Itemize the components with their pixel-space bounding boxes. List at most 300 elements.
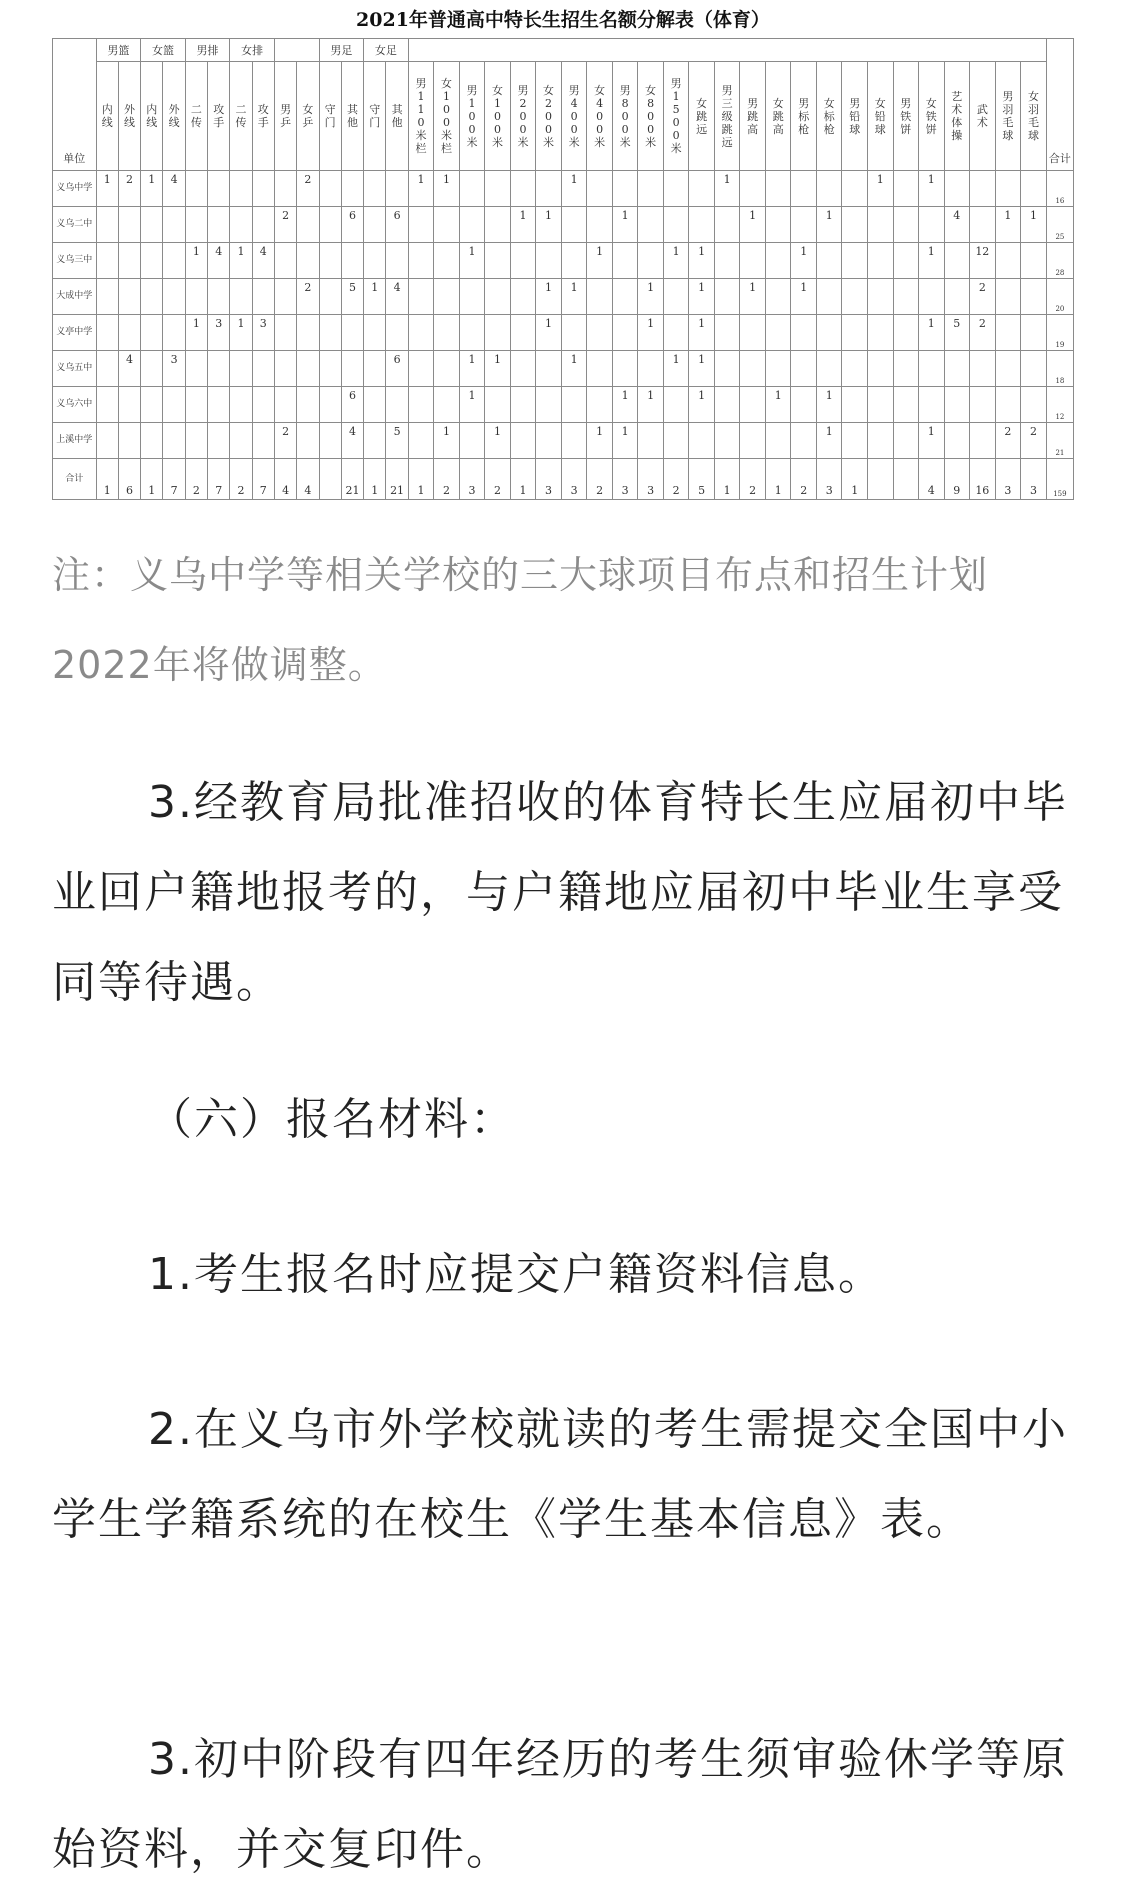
- quota-cell: [587, 351, 613, 387]
- row-total: 28: [1046, 243, 1073, 279]
- paragraph-student-info-form: 2.在义乌市外学校就读的考生需提交全国中小学生学籍系统的在校生《学生基本信息》表。: [52, 1404, 1068, 1545]
- quota-cell: [995, 279, 1021, 315]
- quota-cell: 1: [919, 243, 945, 279]
- quota-cell: [638, 207, 664, 243]
- quota-cell: [868, 315, 894, 351]
- column-header: 女100米: [485, 62, 511, 171]
- school-name: 大成中学: [53, 279, 97, 315]
- quota-cell: 2: [970, 315, 996, 351]
- school-name: 义乌六中: [53, 387, 97, 423]
- quota-cell: [96, 279, 118, 315]
- quota-cell: 1: [185, 315, 207, 351]
- quota-cell: [163, 387, 185, 423]
- column-header: 男110米栏: [408, 62, 434, 171]
- quota-cell: [141, 387, 163, 423]
- quota-cell: [740, 351, 766, 387]
- quota-cell: [341, 315, 363, 351]
- quota-cell: [561, 243, 587, 279]
- quota-cell: [252, 279, 274, 315]
- quota-cell: [510, 351, 536, 387]
- quota-cell: 1: [638, 315, 664, 351]
- row-total: 18: [1046, 351, 1073, 387]
- total-header: 合计: [1046, 39, 1073, 171]
- column-header: 艺术体操: [944, 62, 970, 171]
- column-header: 女铁饼: [919, 62, 945, 171]
- quota-cell: [297, 423, 319, 459]
- quota-cell: 2: [185, 459, 207, 500]
- quota-cell: [868, 423, 894, 459]
- group-header: 女足: [364, 39, 409, 62]
- quota-cell: [510, 171, 536, 207]
- quota-cell: [230, 207, 252, 243]
- quota-cell: [765, 207, 791, 243]
- column-header: 男乒: [274, 62, 296, 171]
- quota-cell: [485, 279, 511, 315]
- table-row: [53, 423, 1074, 459]
- quota-cell: [319, 315, 341, 351]
- quota-cell: 1: [689, 243, 715, 279]
- quota-cell: 1: [536, 315, 562, 351]
- quota-cell: [740, 423, 766, 459]
- quota-cell: [163, 243, 185, 279]
- quota-cell: [919, 387, 945, 423]
- table-note: 注：义乌中学等相关学校的三大球项目布点和招生计划2022年将做调整。: [52, 553, 989, 687]
- quota-cell: [459, 171, 485, 207]
- quota-cell: [252, 171, 274, 207]
- quota-cell: 2: [740, 459, 766, 500]
- quota-cell: 1: [919, 315, 945, 351]
- quota-cell: 2: [434, 459, 460, 500]
- group-header: 男排: [185, 39, 230, 62]
- quota-cell: [341, 243, 363, 279]
- column-header: 男100米: [459, 62, 485, 171]
- paragraph-household-info: 1.考生报名时应提交户籍资料信息。: [148, 1249, 884, 1300]
- quota-cell: [842, 207, 868, 243]
- quota-cell: [319, 423, 341, 459]
- quota-cell: [230, 351, 252, 387]
- column-header: 男1500米: [663, 62, 689, 171]
- quota-cell: 1: [364, 279, 386, 315]
- quota-cell: [587, 315, 613, 351]
- column-header: 女铅球: [868, 62, 894, 171]
- quota-cell: [995, 351, 1021, 387]
- quota-cell: [995, 243, 1021, 279]
- quota-cell: [536, 171, 562, 207]
- quota-cell: 21: [341, 459, 363, 500]
- quota-cell: 2: [663, 459, 689, 500]
- quota-cell: [96, 207, 118, 243]
- quota-cell: [714, 351, 740, 387]
- column-header: 男羽毛球: [995, 62, 1021, 171]
- quota-cell: [561, 315, 587, 351]
- quota-cell: [118, 315, 140, 351]
- quota-cell: [638, 243, 664, 279]
- quota-cell: 3: [561, 459, 587, 500]
- quota-cell: [297, 315, 319, 351]
- quota-cell: [765, 279, 791, 315]
- quota-cell: [485, 207, 511, 243]
- quota-cell: 1: [868, 171, 894, 207]
- quota-cell: [96, 243, 118, 279]
- quota-cell: [297, 387, 319, 423]
- quota-cell: 3: [252, 315, 274, 351]
- row-total: 20: [1046, 279, 1073, 315]
- quota-cell: [612, 351, 638, 387]
- quota-cell: 1: [510, 207, 536, 243]
- quota-cell: [893, 351, 919, 387]
- quota-cell: 1: [919, 171, 945, 207]
- quota-cell: 2: [970, 279, 996, 315]
- quota-cell: [791, 171, 817, 207]
- school-name: 上溪中学: [53, 423, 97, 459]
- quota-cell: 1: [612, 387, 638, 423]
- quota-cell: [536, 351, 562, 387]
- quota-cell: [970, 207, 996, 243]
- quota-cell: 1: [434, 171, 460, 207]
- quota-cell: [842, 351, 868, 387]
- quota-cell: [510, 315, 536, 351]
- quota-cell: [970, 387, 996, 423]
- quota-cell: [163, 279, 185, 315]
- column-header: 女800米: [638, 62, 664, 171]
- quota-cell: [1021, 351, 1047, 387]
- quota-cell: [816, 351, 842, 387]
- quota-cell: 1: [141, 171, 163, 207]
- quota-cell: 1: [765, 459, 791, 500]
- quota-cell: [765, 423, 791, 459]
- column-header: 女乒: [297, 62, 319, 171]
- quota-cell: [230, 423, 252, 459]
- school-name: 义乌三中: [53, 243, 97, 279]
- quota-cell: [319, 351, 341, 387]
- quota-cell: [714, 315, 740, 351]
- column-header: 男跳高: [740, 62, 766, 171]
- quota-cell: 4: [341, 423, 363, 459]
- quota-cell: [208, 387, 230, 423]
- quota-cell: 1: [995, 207, 1021, 243]
- quota-cell: 2: [118, 171, 140, 207]
- quota-cell: [970, 423, 996, 459]
- quota-cell: [893, 171, 919, 207]
- quota-cell: 2: [274, 423, 296, 459]
- paragraph-suspension-records: 3.初中阶段有四年经历的考生须审验休学等原始资料，并交复印件。: [52, 1734, 1068, 1875]
- quota-cell: [319, 387, 341, 423]
- quota-cell: [510, 423, 536, 459]
- quota-cell: [919, 351, 945, 387]
- quota-cell: [341, 171, 363, 207]
- column-header: 男铅球: [842, 62, 868, 171]
- quota-cell: 4: [163, 171, 185, 207]
- quota-cell: 3: [612, 459, 638, 500]
- quota-cell: [919, 279, 945, 315]
- quota-cell: [561, 387, 587, 423]
- quota-cell: [319, 243, 341, 279]
- quota-cell: 6: [341, 387, 363, 423]
- group-header: [408, 39, 1046, 62]
- quota-cell: 1: [459, 351, 485, 387]
- quota-cell: [1021, 171, 1047, 207]
- quota-cell: 2: [791, 459, 817, 500]
- quota-cell: [208, 423, 230, 459]
- quota-cell: 21: [386, 459, 408, 500]
- quota-cell: [714, 423, 740, 459]
- quota-cell: [341, 351, 363, 387]
- quota-cell: [434, 279, 460, 315]
- quota-cell: 2: [1021, 423, 1047, 459]
- quota-cell: [612, 243, 638, 279]
- quota-cell: [714, 279, 740, 315]
- quota-cell: 6: [386, 207, 408, 243]
- quota-cell: 1: [714, 459, 740, 500]
- quota-cell: 1: [689, 279, 715, 315]
- quota-cell: [919, 207, 945, 243]
- quota-cell: [96, 387, 118, 423]
- quota-cell: [319, 279, 341, 315]
- quota-cell: [1021, 243, 1047, 279]
- column-header: 内线: [96, 62, 118, 171]
- quota-cell: [944, 279, 970, 315]
- table-row: [53, 171, 1074, 207]
- quota-cell: 16: [970, 459, 996, 500]
- quota-cell: [141, 423, 163, 459]
- quota-cell: [364, 243, 386, 279]
- quota-cell: 1: [536, 207, 562, 243]
- quota-cell: [893, 315, 919, 351]
- quota-cell: [638, 423, 664, 459]
- quota-cell: [297, 351, 319, 387]
- quota-cell: [364, 207, 386, 243]
- quota-cell: 1: [816, 387, 842, 423]
- column-header: 女跳远: [689, 62, 715, 171]
- quota-cell: 1: [612, 207, 638, 243]
- quota-cell: [536, 423, 562, 459]
- quota-cell: [663, 171, 689, 207]
- quota-cell: [663, 423, 689, 459]
- column-header: 守门: [364, 62, 386, 171]
- quota-cell: [459, 315, 485, 351]
- quota-cell: [893, 279, 919, 315]
- quota-cell: [485, 387, 511, 423]
- quota-cell: [740, 243, 766, 279]
- quota-cell: 1: [816, 423, 842, 459]
- row-total: 21: [1046, 423, 1073, 459]
- quota-cell: 1: [740, 279, 766, 315]
- quota-cell: 2: [297, 171, 319, 207]
- column-header: 男标枪: [791, 62, 817, 171]
- school-name: 义乌二中: [53, 207, 97, 243]
- quota-cell: 1: [141, 459, 163, 500]
- quota-cell: [944, 243, 970, 279]
- quota-cell: 2: [274, 207, 296, 243]
- quota-cell: 2: [230, 459, 252, 500]
- column-header: 男三级跳远: [714, 62, 740, 171]
- quota-cell: 3: [638, 459, 664, 500]
- quota-cell: [118, 387, 140, 423]
- quota-cell: [612, 279, 638, 315]
- quota-cell: [893, 459, 919, 500]
- quota-cell: [434, 207, 460, 243]
- column-header: 男铁饼: [893, 62, 919, 171]
- section-heading-materials: （六）报名材料：: [148, 1094, 516, 1145]
- quota-cell: [274, 279, 296, 315]
- quota-cell: 1: [510, 459, 536, 500]
- quota-cell: [274, 243, 296, 279]
- quota-cell: [842, 171, 868, 207]
- quota-cell: [185, 207, 207, 243]
- quota-cell: 1: [919, 423, 945, 459]
- quota-cell: 1: [364, 459, 386, 500]
- column-header: 女羽毛球: [1021, 62, 1047, 171]
- column-header: 女400米: [587, 62, 613, 171]
- quota-cell: [970, 351, 996, 387]
- group-header: 女排: [230, 39, 275, 62]
- quota-cell: [364, 423, 386, 459]
- quota-cell: [408, 423, 434, 459]
- quota-cell: [868, 387, 894, 423]
- quota-cell: [842, 279, 868, 315]
- column-header: 武术: [970, 62, 996, 171]
- group-header: 男篮: [96, 39, 141, 62]
- quota-cell: 5: [944, 315, 970, 351]
- column-header: 女标枪: [816, 62, 842, 171]
- quota-cell: 7: [208, 459, 230, 500]
- quota-cell: 1: [587, 423, 613, 459]
- column-header: 男400米: [561, 62, 587, 171]
- quota-cell: 5: [341, 279, 363, 315]
- quota-cell: [816, 315, 842, 351]
- quota-cell: [791, 423, 817, 459]
- column-header: 女跳高: [765, 62, 791, 171]
- quota-cell: 1: [638, 387, 664, 423]
- quota-cell: [408, 243, 434, 279]
- quota-cell: [842, 243, 868, 279]
- quota-cell: [816, 171, 842, 207]
- group-header: [274, 39, 319, 62]
- school-name: 义亭中学: [53, 315, 97, 351]
- quota-cell: 3: [1021, 459, 1047, 500]
- quota-cell: [230, 279, 252, 315]
- quota-cell: 4: [252, 243, 274, 279]
- quota-cell: 1: [459, 243, 485, 279]
- quota-cell: [408, 279, 434, 315]
- quota-cell: [163, 423, 185, 459]
- quota-cell: [141, 279, 163, 315]
- column-header: 其他: [341, 62, 363, 171]
- quota-cell: 4: [944, 207, 970, 243]
- quota-cell: 4: [386, 279, 408, 315]
- quota-cell: [274, 351, 296, 387]
- quota-cell: [816, 279, 842, 315]
- table-group-header-row: [53, 39, 1074, 62]
- quota-cell: 1: [791, 243, 817, 279]
- quota-cell: 1: [459, 387, 485, 423]
- column-header: 攻手: [252, 62, 274, 171]
- quota-cell: 6: [118, 459, 140, 500]
- quota-cell: 3: [536, 459, 562, 500]
- quota-cell: 3: [163, 351, 185, 387]
- quota-cell: [185, 351, 207, 387]
- quota-cell: 1: [714, 171, 740, 207]
- row-total: 159: [1046, 459, 1073, 500]
- quota-cell: [386, 387, 408, 423]
- quota-cell: [386, 243, 408, 279]
- quota-cell: [297, 243, 319, 279]
- group-header: 女篮: [141, 39, 186, 62]
- quota-cell: 1: [638, 279, 664, 315]
- quota-cell: [740, 387, 766, 423]
- quota-cell: [1021, 279, 1047, 315]
- quota-cell: 3: [816, 459, 842, 500]
- quota-cell: [868, 243, 894, 279]
- quota-cell: [791, 351, 817, 387]
- quota-cell: 1: [1021, 207, 1047, 243]
- quota-cell: [185, 171, 207, 207]
- quota-cell: 1: [740, 207, 766, 243]
- quota-cell: [408, 207, 434, 243]
- quota-cell: [893, 207, 919, 243]
- quota-cell: [252, 207, 274, 243]
- quota-cell: 1: [561, 351, 587, 387]
- quota-cell: 1: [485, 351, 511, 387]
- quota-cell: [208, 351, 230, 387]
- quota-cell: [689, 423, 715, 459]
- quota-cell: [868, 351, 894, 387]
- quota-cell: [944, 423, 970, 459]
- quota-cell: [364, 387, 386, 423]
- row-total: 25: [1046, 207, 1073, 243]
- quota-cell: [434, 315, 460, 351]
- row-total: 16: [1046, 171, 1073, 207]
- quota-cell: [485, 243, 511, 279]
- quota-cell: [459, 423, 485, 459]
- quota-cell: [230, 171, 252, 207]
- column-header: 女100米栏: [434, 62, 460, 171]
- column-header: 男200米: [510, 62, 536, 171]
- quota-cell: 3: [208, 315, 230, 351]
- quota-cell: [995, 315, 1021, 351]
- quota-cell: [118, 423, 140, 459]
- quota-cell: [230, 387, 252, 423]
- quota-cell: [118, 279, 140, 315]
- quota-cell: [536, 387, 562, 423]
- quota-cell: 6: [341, 207, 363, 243]
- quota-cell: [561, 423, 587, 459]
- quota-cell: [868, 459, 894, 500]
- row-total: 19: [1046, 315, 1073, 351]
- quota-cell: 1: [791, 279, 817, 315]
- quota-cell: [252, 423, 274, 459]
- quota-cell: [1021, 387, 1047, 423]
- quota-cell: 2: [297, 279, 319, 315]
- quota-cell: [842, 315, 868, 351]
- quota-cell: 1: [536, 279, 562, 315]
- quota-cell: [791, 315, 817, 351]
- quota-cell: [459, 207, 485, 243]
- paragraph-registration-equal-treatment: 3.经教育局批准招收的体育特长生应届初中毕业回户籍地报考的，与户籍地应届初中毕业生享受同等待遇。: [52, 777, 1068, 1008]
- quota-cell: 3: [995, 459, 1021, 500]
- quota-cell: 4: [919, 459, 945, 500]
- quota-table: [52, 38, 1074, 500]
- quota-cell: [408, 387, 434, 423]
- quota-cell: [740, 315, 766, 351]
- quota-cell: [408, 351, 434, 387]
- quota-cell: 1: [689, 351, 715, 387]
- quota-cell: 1: [185, 243, 207, 279]
- quota-cell: [765, 243, 791, 279]
- quota-cell: 6: [386, 351, 408, 387]
- quota-cell: [970, 171, 996, 207]
- quota-cell: [274, 171, 296, 207]
